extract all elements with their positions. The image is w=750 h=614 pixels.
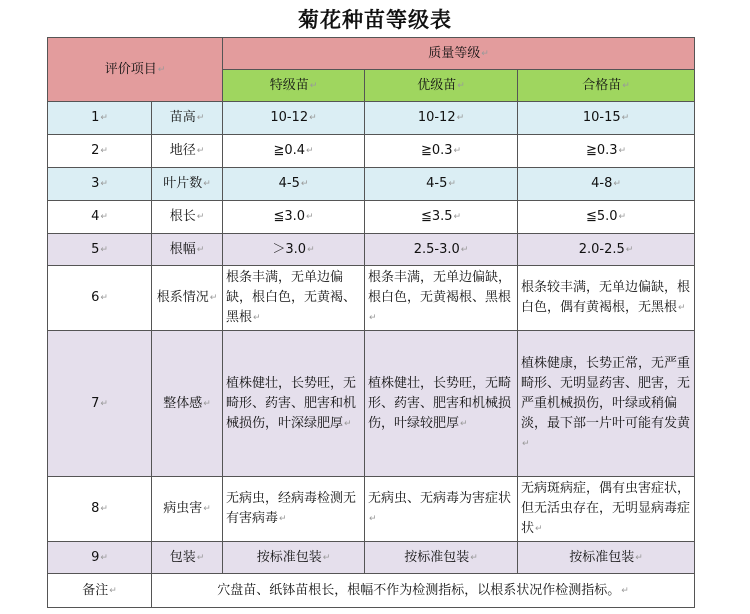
cell-superior: ≧0.3↵ — [365, 135, 518, 168]
row-item: 苗高↵ — [152, 102, 223, 135]
row-number: 9↵ — [48, 542, 152, 574]
row-number: 7↵ — [48, 331, 152, 477]
cell-superior: 4-5↵ — [365, 168, 518, 201]
table-row — [48, 477, 695, 542]
cell-qualified: 2.0-2.5↵ — [518, 234, 695, 266]
table-row — [48, 234, 695, 266]
row-item: 病虫害↵ — [152, 477, 223, 542]
cell-qualified: 按标准包装↵ — [518, 542, 695, 574]
cell-special: 4-5↵ — [223, 168, 365, 201]
cell-qualified: ≧0.3↵ — [518, 135, 695, 168]
cell-superior: 2.5-3.0↵ — [365, 234, 518, 266]
note-label: 备注↵ — [48, 574, 152, 608]
row-item: 地径↵ — [152, 135, 223, 168]
cell-special: ＞3.0↵ — [223, 234, 365, 266]
cell-special: 根条丰满，无单边偏缺，根白色，无黄褐、黑根↵ — [223, 266, 365, 331]
header-grade-superior: 优级苗↵ — [365, 70, 518, 102]
cell-qualified: ≦5.0↵ — [518, 201, 695, 234]
cell-special: ≦3.0↵ — [223, 201, 365, 234]
cell-superior: 根条丰满，无单边偏缺，根白色，无黄褐根、黑根↵ — [365, 266, 518, 331]
header-grade-qualified: 合格苗↵ — [518, 70, 695, 102]
cell-qualified: 无病斑病症，偶有虫害症状，但无活虫存在，无明显病毒症状↵ — [518, 477, 695, 542]
header-grade-special: 特级苗↵ — [223, 70, 365, 102]
cell-special: 植株健壮，长势旺，无畸形、药害、肥害和机械损伤，叶深绿肥厚↵ — [223, 331, 365, 477]
cell-qualified: 根条较丰满，无单边偏缺，根白色，偶有黄褐根，无黑根↵ — [518, 266, 695, 331]
note-row — [48, 574, 695, 608]
row-item: 包装↵ — [152, 542, 223, 574]
cell-superior: 植株健壮，长势旺，无畸形、药害、肥害和机械损伤，叶绿较肥厚↵ — [365, 331, 518, 477]
header-quality: 质量等级↵ — [223, 38, 695, 70]
cell-qualified: 植株健康，长势正常，无严重畸形、无明显药害、肥害，无严重机械损伤，叶绿或稍偏淡，最下部一片叶可能有发黄↵ — [518, 331, 695, 477]
table-row — [48, 168, 695, 201]
row-number: 5↵ — [48, 234, 152, 266]
cell-special: 按标准包装↵ — [223, 542, 365, 574]
row-item: 根系情况↵ — [152, 266, 223, 331]
row-item: 根幅↵ — [152, 234, 223, 266]
cell-qualified: 4-8↵ — [518, 168, 695, 201]
table-row — [48, 135, 695, 168]
cell-special: 10-12↵ — [223, 102, 365, 135]
header-item: 评价项目↵ — [48, 38, 223, 102]
row-item: 整体感↵ — [152, 331, 223, 477]
cell-superior: 无病虫、无病毒为害症状↵ — [365, 477, 518, 542]
cell-special: ≧0.4↵ — [223, 135, 365, 168]
row-number: 3↵ — [48, 168, 152, 201]
cell-qualified: 10-15↵ — [518, 102, 695, 135]
table-row — [48, 331, 695, 477]
row-item: 叶片数↵ — [152, 168, 223, 201]
cell-special: 无病虫，经病毒检测无有害病毒↵ — [223, 477, 365, 542]
note-text: 穴盘苗、纸钵苗根长，根幅不作为检测指标，以根系状况作检测指标。↵ — [152, 574, 695, 608]
cell-superior: 按标准包装↵ — [365, 542, 518, 574]
grade-table — [47, 37, 695, 608]
row-number: 6↵ — [48, 266, 152, 331]
row-number: 1↵ — [48, 102, 152, 135]
table-row — [48, 266, 695, 331]
page-title: 菊花种苗等级表 — [298, 8, 452, 32]
table-row — [48, 542, 695, 574]
row-item: 根长↵ — [152, 201, 223, 234]
row-number: 4↵ — [48, 201, 152, 234]
row-number: 8↵ — [48, 477, 152, 542]
table-row — [48, 201, 695, 234]
cell-superior: ≦3.5↵ — [365, 201, 518, 234]
cell-superior: 10-12↵ — [365, 102, 518, 135]
row-number: 2↵ — [48, 135, 152, 168]
table-row — [48, 102, 695, 135]
